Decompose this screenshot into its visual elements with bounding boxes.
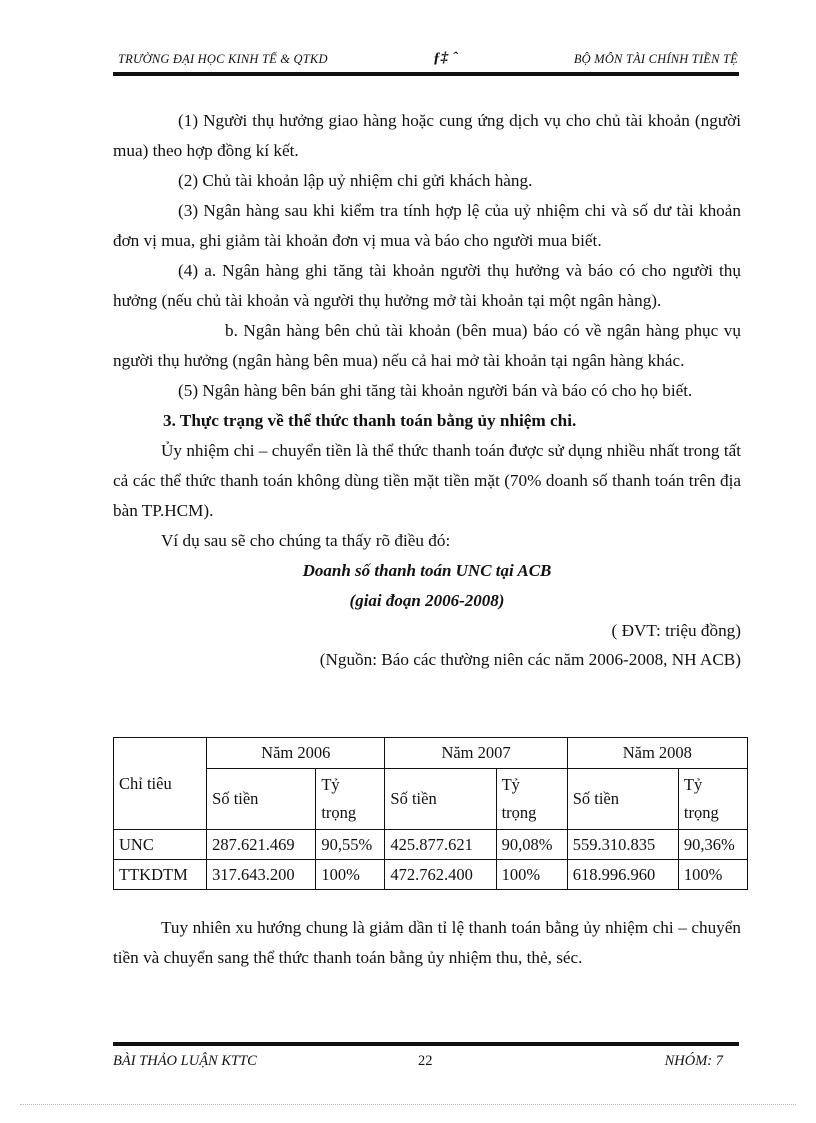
footer-rule [113,1042,739,1046]
footer-group: NHÓM: 7 [664,1053,723,1069]
paragraph-step-4a: (4) a. Ngân hàng ghi tăng tài khoản người thụ hưởng và báo có cho người thụ hưởng (nếu chủ tài khoản và người thụ hưởng mở tài khoản tại một ngân hàng). [113,261,741,310]
subheader-ratio: Tỷ trọng [496,769,567,830]
table-row [114,860,748,890]
paragraph-step-5: (5) Ngân hàng bên bán ghi tăng tài khoản người bán và báo có cho họ biết. [178,381,693,400]
revenue-table [113,737,748,890]
table-cell: 100% [678,860,747,890]
paragraph-intro: Ủy nhiệm chi – chuyển tiền là thể thức thanh toán được sử dụng nhiều nhất trong tất cả các thể thức thanh toán không dùng tiền mặt tiền mặt (70% doanh số thanh toán trên địa bàn TP.HCM). [113,441,741,520]
table-cell: 90,08% [496,830,567,860]
page-header [118,50,738,70]
table-cell: 317.643.200 [207,860,316,890]
header-year-2006: Năm 2006 [207,738,385,769]
subheader-amount: Số tiền [207,769,316,830]
header-indicator: Chỉ tiêu [114,738,207,830]
footer-title: BÀI THẢO LUẬN KTTC [113,1053,257,1069]
header-department: BỘ MÔN TÀI CHÍNH TIỀN TỆ [573,52,738,66]
subheader-ratio: Tỷ trọng [316,769,385,830]
paragraph-step-1: (1) Người thụ hưởng giao hàng hoặc cung ứng dịch vụ cho chủ tài khoản (người mua) theo hợp đồng kí kết. [113,111,741,160]
row-label: UNC [114,830,207,860]
paragraph-example: Ví dụ sau sẽ cho chúng ta thấy rõ điều đó: [161,531,451,550]
paragraph-step-2: (2) Chủ tài khoản lập uỷ nhiệm chi gửi khách hàng. [178,171,533,190]
table-cell: 287.621.469 [207,830,316,860]
table-cell: 100% [316,860,385,890]
table-cell: 90,55% [316,830,385,860]
paragraph-step-4b: b. Ngân hàng bên chủ tài khoản (bên mua) báo có về ngân hàng phục vụ người thụ hưởng (ngân hàng bên mua) nếu cả hai mở tài khoản tại ngân hàng khác. [113,321,741,370]
table-cell: 425.877.621 [385,830,496,860]
page-edge-divider [20,1104,796,1105]
row-label: TTKDTM [114,860,207,890]
header-year-2008: Năm 2008 [567,738,747,769]
paragraph-step-3: (3) Ngân hàng sau khi kiểm tra tính hợp lệ của uỷ nhiệm chi và số dư tài khoản đơn vị mua, ghi giảm tài khoản đơn vị mua và báo cho người mua biết. [113,201,741,250]
table-row [114,830,748,860]
closing-section [113,913,741,973]
document-body [113,106,741,674]
header-ornament-icon: ƒ‡ ˆ [433,50,458,66]
table-cell: 100% [496,860,567,890]
table-cell: 472.762.400 [385,860,496,890]
page-number: 22 [418,1053,433,1069]
header-rule [113,72,739,76]
table-header-row [114,738,748,769]
table-title: Doanh số thanh toán UNC tại ACB [302,561,552,580]
section-heading: 3. Thực trạng về thể thức thanh toán bằng ủy nhiệm chi. [163,411,577,430]
table-cell: 559.310.835 [567,830,678,860]
subheader-ratio: Tỷ trọng [678,769,747,830]
table-subheader-row [114,769,748,830]
table-subtitle: (giai đoạn 2006-2008) [349,591,505,610]
header-year-2007: Năm 2007 [385,738,567,769]
table-cell: 90,36% [678,830,747,860]
subheader-amount: Số tiền [385,769,496,830]
table-cell: 618.996.960 [567,860,678,890]
subheader-amount: Số tiền [567,769,678,830]
source-note: (Nguồn: Báo các thường niên các năm 2006-2008, NH ACB) [319,650,741,669]
header-school: TRƯỜNG ĐẠI HỌC KINH TẾ & QTKD [118,52,328,66]
paragraph-closing: Tuy nhiên xu hướng chung là giảm dần tỉ lệ thanh toán bằng ủy nhiệm chi – chuyển tiền và chuyển sang thể thức thanh toán bằng ủy nhiệm thu, thẻ, séc. [113,918,741,967]
unit-note: ( ĐVT: triệu đồng) [611,621,741,640]
